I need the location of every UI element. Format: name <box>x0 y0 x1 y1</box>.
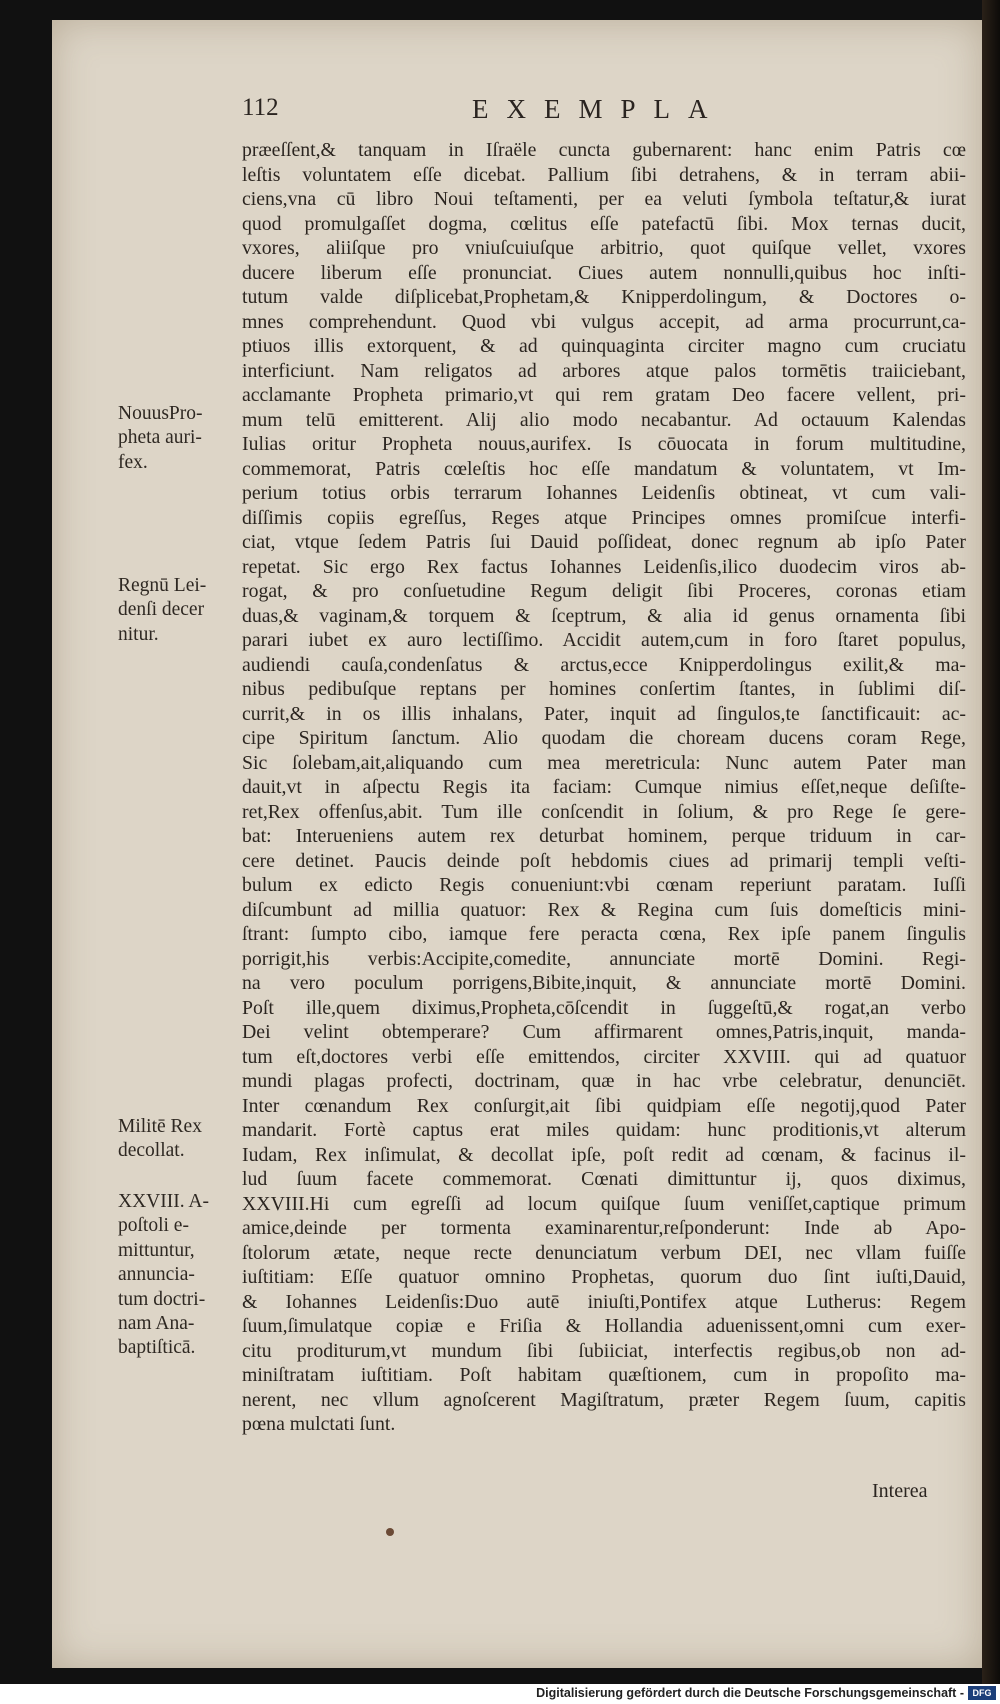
text-line: quod promulgaſſet dogma, cœlitus eſſe patefactū ſibi. Mox ternas ducit, <box>242 212 966 235</box>
text-line: cipe Spiritum ſanctum. Alio quodam die choream ducens coram Rege, <box>242 727 966 749</box>
running-title: EXEMPLA <box>472 94 726 124</box>
text-line: præeſſent,& tanquam in Iſraële cuncta gubernarent: hanc enim Patris cœ <box>242 139 966 161</box>
text-line: Iulias oritur Propheta nouus,aurifex. Is cōuocata in forum multitudine, <box>242 433 966 455</box>
text-line: acclamante Propheta primario,vt qui rem gratam Deo facere vellent, pri- <box>242 384 966 406</box>
text-line: bulum ex edicto Regis conueniunt:vbi cœnam reperiunt paratam. Iuſſi <box>242 874 966 896</box>
text-line: diſcumbunt ad millia quatuor: Rex & Regina cum ſuis domeſticis mini- <box>242 898 966 921</box>
text-line: audiendi cauſa,condenſatus & arctus,ecce Knipperdolingus exilit,& ma- <box>242 653 966 676</box>
text-line: duas,& vaginam,& torquem & ſceptrum, & alia id genus ornamenta ſibi <box>242 604 966 627</box>
text-line: Poſt ille,quem diximus,Propheta,cōſcendit in ſuggeſtū,& rogat,an verbo <box>242 996 966 1019</box>
ink-spot <box>386 1528 394 1536</box>
text-line: interficiunt. Nam religatos ad arbores atque palos tormētis traiiciebant, <box>242 359 966 382</box>
text-line: Iudam, Rex inſimulat, & decollat ipſe, poſt redit ad cœnam, & facinus il- <box>242 1143 966 1166</box>
text-line: commemorat, Patris cœleſtis hoc eſſe mandatum & voluntatem, vt Im- <box>242 457 966 480</box>
text-line: Dei velint obtemperare? Cum affirmarent omnes,Patris,inquit, manda- <box>242 1021 966 1043</box>
text-line: mandarit. Fortè captus erat miles quidam: hunc proditionis,vt alterum <box>242 1119 966 1141</box>
text-line: parari iubet ex auro lectiſſimo. Accidit autem,cum in foro ſtaret populus, <box>242 629 966 651</box>
body-text <box>242 138 966 1437</box>
text-line: tum eſt,doctores verbi eſſe emittendos, circiter XXVIII. qui ad quatuor <box>242 1045 966 1068</box>
footer-bar <box>0 1684 1000 1704</box>
text-line: tutum valde diſplicebat,Prophetam,& Knipperdolingum, & Doctores o- <box>242 286 966 308</box>
text-line: nibus pedibuſque reptans per homines conſertim ſtantes, in ſublimi diſ- <box>242 678 966 700</box>
text-line: ciat, vtque ſedem Patris ſui Dauid poſſideat, donec regnum ab ipſo Pater <box>242 531 966 553</box>
text-line: ſuum,ſimulatque copiæ e Friſia & Hollandia aduenissent,omni cum exer- <box>242 1315 966 1337</box>
catchword: Interea <box>872 1480 928 1502</box>
digitization-credit: Digitalisierung gefördert durch die Deutsche Forschungsgemeinschaft - <box>536 1686 964 1700</box>
text-line: currit,& in os illis inhalans, Pater, inquit ad ſingulos,te ſanctificauit: ac- <box>242 702 966 725</box>
text-line: repetat. Sic ergo Rex factus Iohannes Leidenſis,ilico duodecim viros ab- <box>242 555 966 578</box>
page-number: 112 <box>242 94 279 121</box>
text-line: ſtolorum ætate, neque recte denunciatum verbum DEI, nec vllam fuiſſe <box>242 1241 966 1264</box>
text-line: miniſtratam iuſtitiam. Poſt habitam quæſtionem, cum in propoſito ma- <box>242 1364 966 1386</box>
text-line: porrigit,his verbis:Accipite,comedite, annunciate mortē Domini. Regi- <box>242 947 966 970</box>
text-line: mum telū emitterent. Alij alio modo necabantur. Ad octauum Kalendas <box>242 408 966 431</box>
text-line: nerent, nec vllum agnoſcerent Magiſtratum, præter Regem ſuum, capitis <box>242 1388 966 1411</box>
text-line: citu proditurum,vt mundum ſibi ſubiiciat, interfectis regibus,ob non ad- <box>242 1339 966 1362</box>
text-line: ciens,vna cū libro Noui teſtamenti, per ea veluti ſymbola teſtatur,& iurat <box>242 188 966 210</box>
text-line: & Iohannes Leidenſis:Duo autē iniuſti,Pontifex atque Lutherus: Regem <box>242 1290 966 1313</box>
text-line: lud ſuum facete commemorat. Cœnati dimittuntur ij, quos diximus, <box>242 1168 966 1190</box>
book-spine <box>982 0 1000 1704</box>
page-header <box>52 94 982 134</box>
text-line: amice,deinde per tormenta examinarentur,reſponderunt: Inde ab Apo- <box>242 1217 966 1239</box>
margin-note: XXVIII. A- poſtoli e- mittuntur, annuncia- tum doctri- nam Ana- baptiſticā. <box>118 1191 209 1359</box>
text-line: pœna mulctati ſunt. <box>242 1413 396 1435</box>
text-line: ducere liberum eſſe pronunciat. Ciues autem nonnulli,quibus hoc inſti- <box>242 261 966 284</box>
text-line: bat: Interueniens autem rex deturbat hominem, perque triduum in car- <box>242 825 966 847</box>
text-line: rogat, & pro conſuetudine Regum deligit ſibi Proceres, coronas etiam <box>242 580 966 602</box>
margin-note: Militē Rex decollat. <box>118 1116 202 1162</box>
text-line: mundi plagas profecti, doctrinam, quæ in hac vrbe celebratur, denunciēt. <box>242 1070 966 1092</box>
text-line: iuſtitiam: Eſſe quatuor omnino Prophetas, quorum duo ſint iuſti,Dauid, <box>242 1266 966 1288</box>
text-line: cere detinet. Paucis deinde poſt hebdomis ciues ad primarij templi veſti- <box>242 849 966 872</box>
text-line: diſſimis copiis egreſſus, Reges atque Principes omnes promiſcue interfi- <box>242 506 966 529</box>
text-line: ret,Rex offenſus,abit. Tum ille conſcendit in ſolium, & pro Rege ſe gere- <box>242 800 966 823</box>
text-line: ſtrant: ſumpto cibo, iamque fere peracta cœna, Rex ipſe panem ſingulis <box>242 923 966 945</box>
text-line: leſtis voluntatem eſſe dicebat. Pallium ſibi detrahens, & in terram abii- <box>242 163 966 186</box>
dfg-logo: DFG <box>968 1686 996 1700</box>
text-line: Inter cœnandum Rex conſurgit,ait ſibi quidpiam eſſe negotij,quod Pater <box>242 1094 966 1117</box>
text-line: mnes comprehendunt. Quod vbi vulgus accepit, ad arma procurrunt,ca- <box>242 310 966 333</box>
margin-note: Regnū Lei- denſi decer nitur. <box>118 575 207 645</box>
text-line: perium totius orbis terrarum Iohannes Leidenſis obtineat, vt cum vali- <box>242 482 966 504</box>
book-page <box>52 20 982 1668</box>
text-line: na vero poculum porrigens,Bibite,inquit, & annunciate mortē Domini. <box>242 972 966 994</box>
text-line: Sic ſolebam,ait,aliquando cum mea meretricula: Nunc autem Pater man <box>242 751 966 774</box>
text-line: XXVIII.Hi cum egreſſi ad locum quiſque ſuum veniſſet,captique primum <box>242 1192 966 1215</box>
margin-note: NouusPro- pheta auri- fex. <box>118 403 203 473</box>
text-line: vxores, aliiſque pro vniuſcuiuſque arbitrio, quot quiſque vellet, vxores <box>242 237 966 259</box>
text-line: ptiuos illis extorquent, & ad quinquaginta circiter magno cum cruciatu <box>242 335 966 357</box>
text-line: dauit,vt in aſpectu Regis ita faciam: Cumque nimius eſſet,neque deſiſte- <box>242 776 966 798</box>
